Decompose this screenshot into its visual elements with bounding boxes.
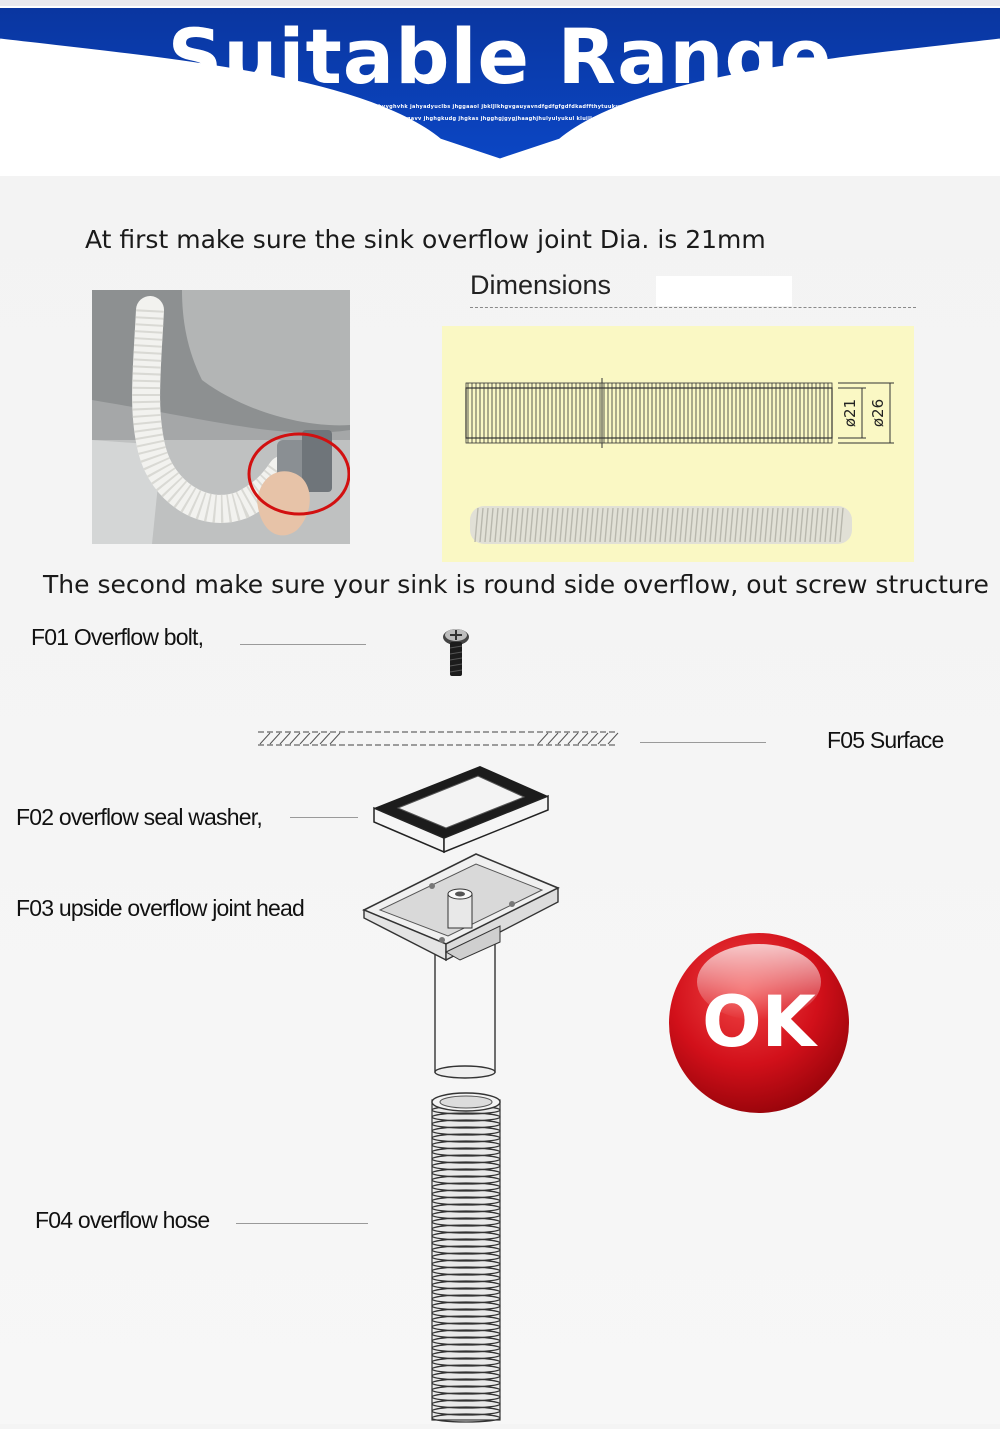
inner-diameter-label: ø21 xyxy=(841,398,859,428)
overflow-hose-illustration xyxy=(426,1090,506,1424)
header-banner xyxy=(0,0,1000,176)
dimensions-panel xyxy=(442,326,914,562)
surface-illustration xyxy=(258,730,620,748)
instruction-line-2: The second make sure your sink is round side overflow, out screw structure xyxy=(43,570,989,599)
seal-washer-illustration xyxy=(370,764,552,856)
ok-badge xyxy=(668,932,850,1114)
banner-subtext-line-1: aahgyhabhyyghvhk jahyadyuclbs jhggaaol jbklJlkhgvgauyavndfgdfgfgdfdkadffthytuukuylluluyhhjj xyxy=(348,104,652,110)
page-title: Suitable Range xyxy=(167,12,833,101)
banner-subtext-line-2: abahguygavv jhghgkudg jhgkas jhgghgjgygjhaaghjhulyulyukul kluillopio:l:oa xyxy=(380,116,620,122)
ok-text: OK xyxy=(702,981,816,1063)
dimensions-underline xyxy=(470,307,916,308)
dimensions-title: Dimensions xyxy=(470,270,612,300)
label-f05-surface: F05 Surface xyxy=(827,727,944,753)
hose-photo xyxy=(470,506,852,544)
leader-line-f02 xyxy=(290,817,358,818)
label-f03-upside-overflow-joint-head: F03 upside overflow joint head xyxy=(16,895,304,921)
joint-head-illustration xyxy=(360,852,562,1080)
leader-line-f05 xyxy=(640,742,766,743)
outer-diameter-label: ø26 xyxy=(869,398,887,428)
sink-overflow-photo xyxy=(92,290,350,544)
bolt-illustration xyxy=(440,628,472,678)
leader-line-f04 xyxy=(236,1223,368,1224)
label-f02-overflow-seal-washer: F02 overflow seal washer, xyxy=(16,804,262,830)
instruction-line-1: At first make sure the sink overflow joint Dia. is 21mm xyxy=(85,225,766,254)
label-f04-overflow-hose: F04 overflow hose xyxy=(35,1207,210,1233)
leader-line-f01 xyxy=(240,644,366,645)
label-f01-overflow-bolt: F01 Overflow bolt, xyxy=(31,624,204,650)
dimensions-header-box xyxy=(656,276,792,306)
